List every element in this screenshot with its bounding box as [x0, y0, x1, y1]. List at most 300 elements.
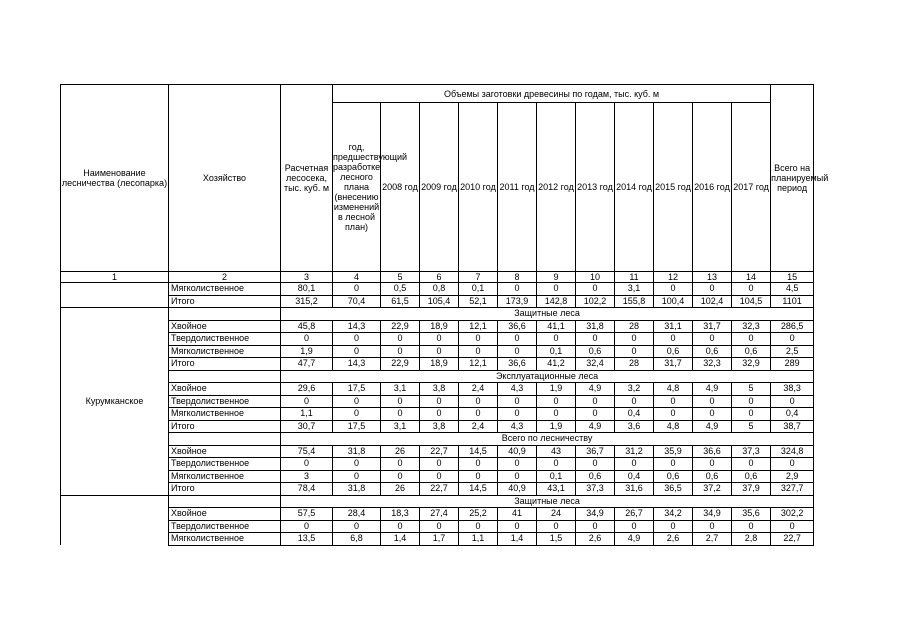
value-cell: 36,6: [498, 320, 537, 333]
value-cell: 1,1: [459, 533, 498, 546]
column-number: 5: [381, 272, 420, 283]
header-total-period: Всего на планируемый период: [771, 85, 814, 272]
value-cell: 0: [576, 458, 615, 471]
value-cell: 17,5: [333, 383, 381, 396]
value-cell: 327,7: [771, 483, 814, 496]
farm-type-cell: Хвойное: [169, 383, 281, 396]
value-cell: 0: [732, 408, 771, 421]
farm-type-cell: Твердолиственное: [169, 458, 281, 471]
header-previous-year: год, предшествующий разработке лесного плана (внесению изменений в лесной план): [333, 103, 381, 272]
value-cell: 27,4: [420, 508, 459, 521]
header-year: 2014 год: [615, 103, 654, 272]
section-title: Эксплуатационные леса: [281, 370, 814, 383]
value-cell: 0: [654, 333, 693, 346]
value-cell: 0: [459, 333, 498, 346]
value-cell: 0: [615, 333, 654, 346]
value-cell: 0,6: [654, 470, 693, 483]
farm-type-cell: Итого: [169, 483, 281, 496]
value-cell: 0: [333, 458, 381, 471]
farm-type-cell: Твердолиственное: [169, 520, 281, 533]
value-cell: 0,5: [381, 283, 420, 296]
value-cell: 4,8: [654, 383, 693, 396]
table-row: [61, 345, 814, 358]
value-cell: 0: [420, 470, 459, 483]
value-cell: 3,6: [615, 420, 654, 433]
value-cell: 4,3: [498, 383, 537, 396]
value-cell: 31,7: [654, 358, 693, 371]
value-cell: 80,1: [281, 283, 333, 296]
value-cell: 22,9: [381, 358, 420, 371]
value-cell: 0: [333, 470, 381, 483]
farm-type-cell: Хвойное: [169, 445, 281, 458]
value-cell: 31,7: [693, 320, 732, 333]
header-forestry-name: Наименование лесничества (лесопарка): [61, 85, 169, 272]
value-cell: 4,9: [576, 383, 615, 396]
farm-type-cell: Хвойное: [169, 508, 281, 521]
header-year: 2017 год: [732, 103, 771, 272]
value-cell: 0: [459, 395, 498, 408]
value-cell: 1,9: [537, 420, 576, 433]
value-cell: 0: [576, 520, 615, 533]
farm-type-cell: Хвойное: [169, 320, 281, 333]
value-cell: 104,5: [732, 295, 771, 308]
value-cell: 12,1: [459, 320, 498, 333]
value-cell: 0: [498, 470, 537, 483]
value-cell: 0: [615, 520, 654, 533]
value-cell: 0: [420, 333, 459, 346]
value-cell: 34,2: [654, 508, 693, 521]
value-cell: 0: [459, 408, 498, 421]
header-year: 2016 год: [693, 103, 732, 272]
value-cell: 13,5: [281, 533, 333, 546]
value-cell: 5: [732, 383, 771, 396]
value-cell: 32,4: [576, 358, 615, 371]
value-cell: 102,2: [576, 295, 615, 308]
value-cell: 0: [498, 520, 537, 533]
section-title: Всего по лесничеству: [281, 433, 814, 446]
forestry-name-cell: [61, 495, 169, 545]
value-cell: 0,6: [732, 470, 771, 483]
value-cell: 40,9: [498, 483, 537, 496]
value-cell: 0: [537, 458, 576, 471]
value-cell: 0: [381, 333, 420, 346]
value-cell: 0: [420, 520, 459, 533]
column-number: 12: [654, 272, 693, 283]
value-cell: 0: [732, 520, 771, 533]
value-cell: 31,8: [576, 320, 615, 333]
value-cell: 0: [654, 408, 693, 421]
value-cell: 37,2: [693, 483, 732, 496]
value-cell: 0: [459, 520, 498, 533]
value-cell: 0: [693, 333, 732, 346]
table-row: [61, 283, 814, 296]
value-cell: 155,8: [615, 295, 654, 308]
value-cell: 0: [615, 345, 654, 358]
table-row: [61, 295, 814, 308]
value-cell: 0: [281, 458, 333, 471]
value-cell: 102,4: [693, 295, 732, 308]
value-cell: 26: [381, 483, 420, 496]
value-cell: 26,7: [615, 508, 654, 521]
value-cell: 12,1: [459, 358, 498, 371]
value-cell: 38,7: [771, 420, 814, 433]
value-cell: 40,9: [498, 445, 537, 458]
header-year: 2008 год: [381, 103, 420, 272]
value-cell: 4,9: [615, 533, 654, 546]
value-cell: 286,5: [771, 320, 814, 333]
value-cell: 3,1: [615, 283, 654, 296]
value-cell: 3,2: [615, 383, 654, 396]
value-cell: 36,5: [654, 483, 693, 496]
value-cell: 0: [654, 520, 693, 533]
value-cell: 3,1: [381, 383, 420, 396]
value-cell: 0,6: [693, 345, 732, 358]
value-cell: 28: [615, 320, 654, 333]
table-row: [61, 470, 814, 483]
value-cell: 18,3: [381, 508, 420, 521]
value-cell: 14,5: [459, 483, 498, 496]
value-cell: 35,9: [654, 445, 693, 458]
value-cell: 14,3: [333, 320, 381, 333]
value-cell: 36,7: [576, 445, 615, 458]
value-cell: 24: [537, 508, 576, 521]
value-cell: 2,4: [459, 383, 498, 396]
value-cell: 37,3: [576, 483, 615, 496]
value-cell: 5: [732, 420, 771, 433]
value-cell: 0: [771, 333, 814, 346]
section-header-row: [61, 370, 814, 383]
value-cell: 324,8: [771, 445, 814, 458]
value-cell: 142,8: [537, 295, 576, 308]
value-cell: 0: [576, 333, 615, 346]
forestry-name-cell: Курумканское: [61, 308, 169, 496]
header-farm: Хозяйство: [169, 85, 281, 272]
value-cell: 43: [537, 445, 576, 458]
farm-type-cell: Итого: [169, 358, 281, 371]
value-cell: 0: [498, 395, 537, 408]
document-page: [60, 84, 829, 546]
value-cell: 1,9: [281, 345, 333, 358]
value-cell: 0,8: [420, 283, 459, 296]
column-number: 10: [576, 272, 615, 283]
value-cell: 32,9: [732, 358, 771, 371]
value-cell: 0: [771, 395, 814, 408]
table-row: [61, 333, 814, 346]
value-cell: 0: [333, 283, 381, 296]
column-number: 13: [693, 272, 732, 283]
value-cell: 1,1: [281, 408, 333, 421]
value-cell: 0: [654, 395, 693, 408]
value-cell: 0: [576, 408, 615, 421]
value-cell: 61,5: [381, 295, 420, 308]
value-cell: 173,9: [498, 295, 537, 308]
value-cell: 0: [537, 333, 576, 346]
value-cell: 1,5: [537, 533, 576, 546]
section-header-row: [61, 433, 814, 446]
value-cell: 0: [498, 408, 537, 421]
header-year: 2012 год: [537, 103, 576, 272]
value-cell: 22,7: [420, 445, 459, 458]
value-cell: 0: [420, 345, 459, 358]
value-cell: 1,9: [537, 383, 576, 396]
value-cell: 0: [537, 395, 576, 408]
value-cell: 70,4: [333, 295, 381, 308]
header-allowable-cut: Расчетная лесосека, тыс. куб. м: [281, 85, 333, 272]
value-cell: 302,2: [771, 508, 814, 521]
harvest-volume-table: [60, 84, 829, 546]
section-blank-cell: [169, 308, 281, 321]
value-cell: 18,9: [420, 320, 459, 333]
value-cell: 75,4: [281, 445, 333, 458]
value-cell: 34,9: [693, 508, 732, 521]
column-number: 3: [281, 272, 333, 283]
value-cell: 0: [381, 408, 420, 421]
value-cell: 4,3: [498, 420, 537, 433]
value-cell: 22,7: [420, 483, 459, 496]
value-cell: 0: [420, 408, 459, 421]
value-cell: 0: [333, 520, 381, 533]
value-cell: 0: [381, 345, 420, 358]
column-number: 7: [459, 272, 498, 283]
value-cell: 0: [732, 283, 771, 296]
value-cell: 38,3: [771, 383, 814, 396]
value-cell: 41,2: [537, 358, 576, 371]
farm-type-cell: Итого: [169, 295, 281, 308]
value-cell: 3: [281, 470, 333, 483]
column-number: 1: [61, 272, 169, 283]
table-row: [61, 520, 814, 533]
value-cell: 1,4: [498, 533, 537, 546]
value-cell: 0: [693, 458, 732, 471]
value-cell: 36,6: [693, 445, 732, 458]
header-year: 2015 год: [654, 103, 693, 272]
value-cell: 0: [771, 458, 814, 471]
column-number: 4: [333, 272, 381, 283]
value-cell: 2,6: [654, 533, 693, 546]
value-cell: 1101: [771, 295, 814, 308]
value-cell: 3,8: [420, 383, 459, 396]
value-cell: 43,1: [537, 483, 576, 496]
column-number: 15: [771, 272, 814, 283]
value-cell: 0: [732, 395, 771, 408]
value-cell: 0: [732, 458, 771, 471]
value-cell: 0: [498, 333, 537, 346]
farm-type-cell: Твердолиственное: [169, 333, 281, 346]
column-number: 11: [615, 272, 654, 283]
farm-type-cell: Мягколиственное: [169, 345, 281, 358]
column-number: 8: [498, 272, 537, 283]
value-cell: 0,6: [693, 470, 732, 483]
value-cell: 0,1: [537, 345, 576, 358]
value-cell: 0,6: [576, 345, 615, 358]
farm-type-cell: Твердолиственное: [169, 395, 281, 408]
table-row: [61, 320, 814, 333]
value-cell: 22,7: [771, 533, 814, 546]
value-cell: 52,1: [459, 295, 498, 308]
value-cell: 45,8: [281, 320, 333, 333]
value-cell: 4,9: [576, 420, 615, 433]
value-cell: 3,8: [420, 420, 459, 433]
value-cell: 0: [732, 333, 771, 346]
value-cell: 0,4: [771, 408, 814, 421]
value-cell: 0,6: [654, 345, 693, 358]
value-cell: 31,1: [654, 320, 693, 333]
value-cell: 0,4: [615, 408, 654, 421]
value-cell: 1,7: [420, 533, 459, 546]
value-cell: 0: [381, 520, 420, 533]
section-title: Защитные леса: [281, 495, 814, 508]
value-cell: 31,8: [333, 445, 381, 458]
value-cell: 0,6: [576, 470, 615, 483]
value-cell: 17,5: [333, 420, 381, 433]
value-cell: 315,2: [281, 295, 333, 308]
value-cell: 0: [693, 408, 732, 421]
value-cell: 2,8: [732, 533, 771, 546]
value-cell: 2,7: [693, 533, 732, 546]
farm-type-cell: Мягколиственное: [169, 533, 281, 546]
column-number: 9: [537, 272, 576, 283]
table-row: [61, 533, 814, 546]
table-row: [61, 483, 814, 496]
value-cell: 100,4: [654, 295, 693, 308]
section-title: Защитные леса: [281, 308, 814, 321]
value-cell: 32,3: [693, 358, 732, 371]
value-cell: 0: [420, 395, 459, 408]
value-cell: 289: [771, 358, 814, 371]
value-cell: 0: [381, 458, 420, 471]
value-cell: 32,3: [732, 320, 771, 333]
value-cell: 0: [537, 520, 576, 533]
value-cell: 0,6: [732, 345, 771, 358]
section-blank-cell: [169, 495, 281, 508]
value-cell: 0: [537, 408, 576, 421]
value-cell: 4,8: [654, 420, 693, 433]
value-cell: 4,9: [693, 420, 732, 433]
table-row: [61, 383, 814, 396]
value-cell: 2,9: [771, 470, 814, 483]
value-cell: 0: [576, 395, 615, 408]
farm-type-cell: Мягколиственное: [169, 283, 281, 296]
value-cell: 0: [654, 283, 693, 296]
value-cell: 0: [498, 345, 537, 358]
section-blank-cell: [169, 370, 281, 383]
header-harvest-group: Объемы заготовки древесины по годам, тыс. куб. м: [333, 85, 771, 103]
value-cell: 0: [333, 345, 381, 358]
table-row: [61, 458, 814, 471]
value-cell: 57,5: [281, 508, 333, 521]
value-cell: 0: [459, 345, 498, 358]
value-cell: 31,6: [615, 483, 654, 496]
value-cell: 41,1: [537, 320, 576, 333]
table-row: [61, 408, 814, 421]
value-cell: 1,4: [381, 533, 420, 546]
value-cell: 14,5: [459, 445, 498, 458]
value-cell: 0: [281, 395, 333, 408]
value-cell: 0: [333, 408, 381, 421]
section-header-row: [61, 308, 814, 321]
value-cell: 35,6: [732, 508, 771, 521]
value-cell: 0: [381, 395, 420, 408]
table-row: [61, 358, 814, 371]
value-cell: 26: [381, 445, 420, 458]
value-cell: 78,4: [281, 483, 333, 496]
farm-type-cell: Мягколиственное: [169, 408, 281, 421]
value-cell: 0,1: [537, 470, 576, 483]
value-cell: 14,3: [333, 358, 381, 371]
value-cell: 0: [459, 470, 498, 483]
farm-type-cell: Итого: [169, 420, 281, 433]
value-cell: 0,1: [459, 283, 498, 296]
value-cell: 105,4: [420, 295, 459, 308]
header-year: 2010 год: [459, 103, 498, 272]
value-cell: 4,9: [693, 383, 732, 396]
table-row: [61, 395, 814, 408]
value-cell: 0: [459, 458, 498, 471]
value-cell: 2,6: [576, 533, 615, 546]
value-cell: 41: [498, 508, 537, 521]
value-cell: 0: [693, 395, 732, 408]
value-cell: 37,3: [732, 445, 771, 458]
value-cell: 0: [498, 458, 537, 471]
value-cell: 0: [576, 283, 615, 296]
column-number: 14: [732, 272, 771, 283]
table-row: [61, 508, 814, 521]
value-cell: 0: [281, 520, 333, 533]
value-cell: 47,7: [281, 358, 333, 371]
value-cell: 30,7: [281, 420, 333, 433]
value-cell: 31,2: [615, 445, 654, 458]
value-cell: 0: [693, 283, 732, 296]
header-year: 2009 год: [420, 103, 459, 272]
value-cell: 0: [615, 458, 654, 471]
column-number: 2: [169, 272, 281, 283]
value-cell: 25,2: [459, 508, 498, 521]
value-cell: 29,6: [281, 383, 333, 396]
value-cell: 0: [771, 520, 814, 533]
value-cell: 34,9: [576, 508, 615, 521]
value-cell: 28,4: [333, 508, 381, 521]
value-cell: 2,4: [459, 420, 498, 433]
value-cell: 0: [381, 470, 420, 483]
value-cell: 0: [615, 395, 654, 408]
value-cell: 31,8: [333, 483, 381, 496]
value-cell: 2,5: [771, 345, 814, 358]
value-cell: 0,4: [615, 470, 654, 483]
value-cell: 0: [333, 333, 381, 346]
value-cell: 0: [498, 283, 537, 296]
header-year: 2013 год: [576, 103, 615, 272]
value-cell: 36,6: [498, 358, 537, 371]
value-cell: 6,8: [333, 533, 381, 546]
value-cell: 0: [654, 458, 693, 471]
header-year: 2011 год: [498, 103, 537, 272]
value-cell: 0: [333, 395, 381, 408]
value-cell: 0: [281, 333, 333, 346]
table-row: [61, 445, 814, 458]
value-cell: 4,5: [771, 283, 814, 296]
section-blank-cell: [169, 433, 281, 446]
value-cell: 0: [420, 458, 459, 471]
value-cell: 28: [615, 358, 654, 371]
table-row: [61, 420, 814, 433]
value-cell: 0: [693, 520, 732, 533]
column-number: 6: [420, 272, 459, 283]
value-cell: 18,9: [420, 358, 459, 371]
forestry-name-cell: [61, 283, 169, 308]
value-cell: 0: [537, 283, 576, 296]
value-cell: 3,1: [381, 420, 420, 433]
farm-type-cell: Мягколиственное: [169, 470, 281, 483]
